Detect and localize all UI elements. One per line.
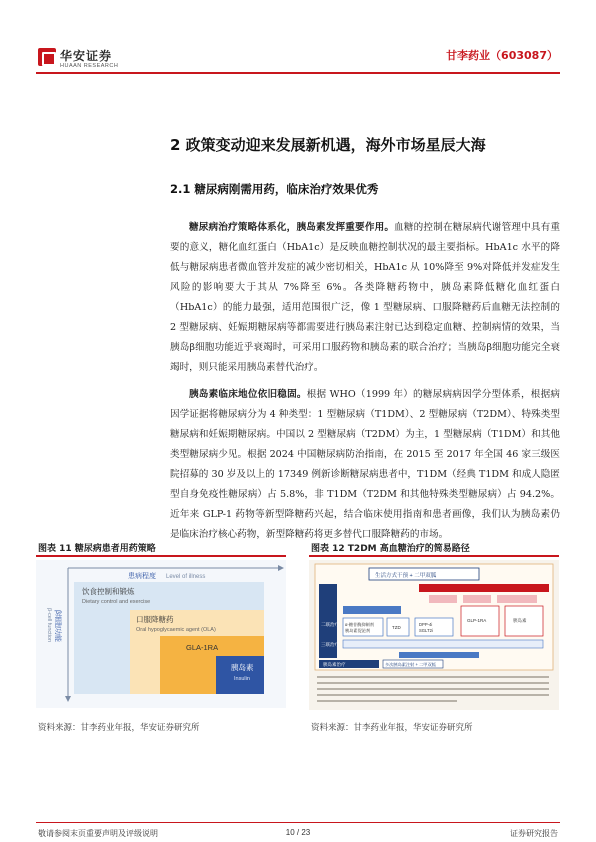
layer-oral-label-cn: 口服降糖药	[136, 615, 174, 624]
dual-therapy-label-2: 胰岛素促泌剂	[345, 628, 371, 633]
y-axis-label-cn: β细胞功能	[54, 610, 61, 643]
paragraph-1-lead: 糖尿病治疗策略体系化，胰岛素发挥重要作用。	[189, 222, 395, 233]
figure-12-source: 资料来源：甘李药业年报，华安证券研究所	[311, 723, 473, 733]
layer-insulin	[216, 656, 264, 694]
row-label-dual: 二联治疗	[321, 622, 339, 627]
x-axis-label-en: Level of illness	[166, 574, 206, 580]
row-label-triple: 三联治疗	[321, 642, 339, 647]
insulin-combo-label: 多次胰岛素注射 + 二甲双胍	[385, 662, 436, 667]
figure-12-caption: 图表 12 T2DM 高血糖治疗的简易路径	[311, 544, 470, 554]
footer-disclaimer: 敬请参阅末页重要声明及评级说明	[38, 829, 158, 838]
triple-therapy-bar	[343, 640, 543, 648]
page-header	[0, 0, 596, 80]
footer-report-type: 证券研究报告	[510, 829, 558, 838]
ascvd-therapy-label-1: GLP-1RA	[467, 618, 487, 623]
y-axis-label-en: β-cell function	[46, 608, 52, 643]
insulin-arrow-bar	[399, 652, 479, 658]
lifestyle-metformin-label: 生活方式干预 + 二甲双胍	[375, 573, 437, 579]
dual-therapy-box-1	[343, 618, 383, 636]
layer-glp1ra-label: GLA-1RA	[186, 643, 219, 652]
row-label-insulin: 胰岛素治疗	[323, 662, 346, 667]
header-company: 甘李药业（603087）	[446, 49, 558, 62]
paragraph-1-body: 血糖的控制在糖尿病代谢管理中具有重要的意义，糖化血红蛋白（HbA1c）是反映血糖控制状况的最主要指标。HbA1c 水平的降低与糖尿病患者微血管并发症的减少密切相关，HbA1c 从 10%降至 9%对降低并发症发生风险的影响要大于其从 7%降至 6%。各类降糖药物中，胰岛素降低糖化血红蛋白（HbA1c）的能力最强，适用范围很广泛，像 1 型糖尿病、口服降糖药后血糖无法控制的 2 型糖尿病、妊娠期糖尿病等都需要进行胰岛素注射已达到稳定血糖、控制病情的效果，当胰岛β细胞功能近乎衰竭时，可采用口服药物和胰岛素的联合治疗；当胰岛β细胞功能完全衰竭时，则只能采用胰岛素替代治疗。	[170, 222, 561, 373]
footer-divider	[36, 822, 560, 823]
layer-diet-label-cn: 饮食控制和锻炼	[82, 587, 135, 596]
treatment-strategy-diagram	[36, 560, 286, 708]
huaan-logo-icon	[38, 48, 56, 66]
figure-11-caption: 图表 11 糖尿病患者用药策略	[38, 544, 156, 554]
section-title: 2 政策变动迎来发展新机遇，海外市场星辰大海	[170, 136, 486, 154]
dual-therapy-label-1: α-糖苷酶抑制剂	[345, 622, 374, 627]
t2dm-pathway-flowchart	[309, 560, 559, 710]
layer-insulin-label-en: Insulin	[234, 676, 250, 682]
layer-diet-label-en: Dietary control and exercise	[82, 599, 151, 605]
paragraph-1	[170, 218, 560, 378]
dual-therapy-box-3	[415, 618, 453, 636]
figure-12-divider	[309, 555, 559, 557]
dual-therapy-label-5: SGLT2i	[419, 628, 433, 633]
logo-text: 华安证券	[60, 49, 113, 63]
combo-header-box	[343, 606, 401, 614]
figure-11-source: 资料来源：甘李药业年报，华安证券研究所	[38, 723, 200, 733]
layer-insulin-label-cn: 胰岛素	[231, 663, 254, 672]
x-axis-label-cn: 患病程度	[128, 573, 156, 580]
page-number: 10 / 23	[285, 828, 311, 837]
logo-subtext: HUAAN RESEARCH	[60, 63, 119, 69]
paragraph-2-lead: 胰岛素临床地位依旧稳固。	[189, 389, 307, 400]
ascvd-sub-box-2	[463, 595, 491, 603]
ascvd-header-bar	[419, 584, 549, 592]
ascvd-therapy-label-2: 胰岛素	[513, 618, 527, 623]
subsection-title: 2.1 糖尿病刚需用药，临床治疗效果优秀	[170, 182, 379, 196]
dual-therapy-label-3: TZD	[392, 625, 401, 630]
ascvd-sub-box-1	[429, 595, 457, 603]
dual-therapy-label-4: DPP-4i	[419, 622, 433, 627]
figure-11-divider	[36, 555, 286, 557]
paragraph-2-body: 根据 WHO（1999 年）的糖尿病病因学分型体系，根据病因学证据将糖尿病分为 4 种类型：1 型糖尿病（T1DM）、2 型糖尿病（T2DM）、特殊类型糖尿病和妊娠期糖尿病。中国以 2 型糖尿病（T2DM）为主，1 型糖尿病（T1DM）和其他类型糖尿病少见。根据 2024 中国糖尿病防治指南，在 2015 至 2017 年全国 46 家三级医院招募的 30 岁及以上的 17349 例新诊断糖尿病患者中，T1DM（经典 T1DM 和成人隐匿型自身免疫性糖尿病）占 5.8%，非 T1DM（T2DM 和其他特殊类型糖尿病）占 94.2%。近年来 GLP-1 药物等新型降糖药兴起，结合临床使用指南和患者画像，我们认为胰岛素仍是临床治疗核心药物，新型降糖药将更多替代口服降糖药的市场。	[170, 389, 560, 540]
ascvd-sub-box-3	[497, 595, 537, 603]
header-divider	[36, 72, 560, 74]
paragraph-2	[170, 385, 560, 545]
layer-oral-label-en: Oral hypoglycaemic agent (OLA)	[136, 627, 216, 633]
